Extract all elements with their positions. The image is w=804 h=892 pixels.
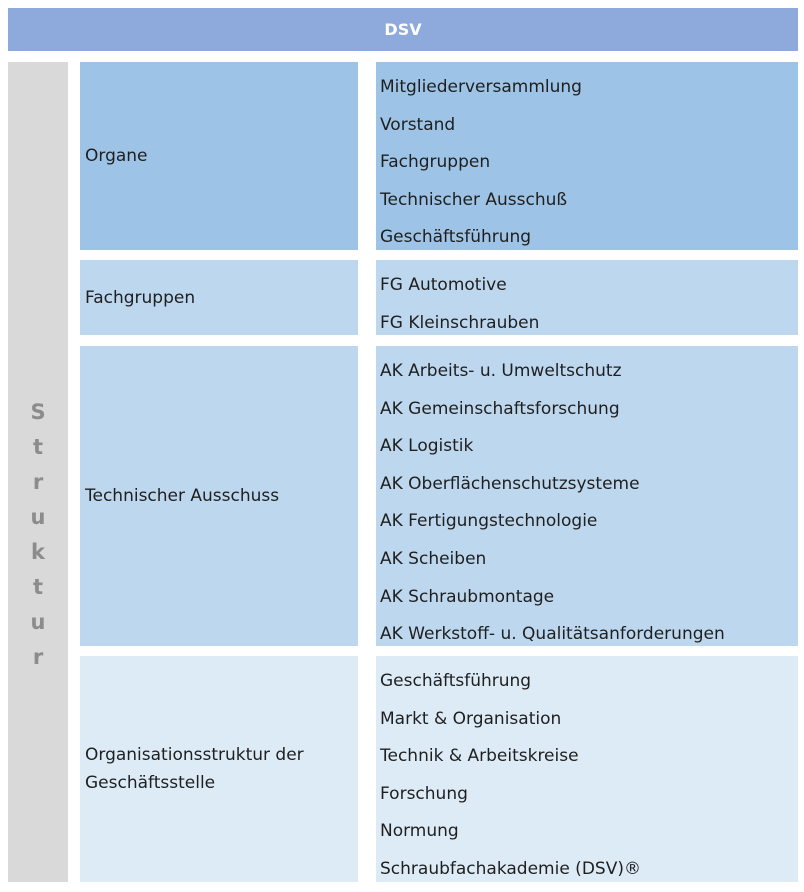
row-label-line: Organisationsstruktur der <box>85 745 304 765</box>
row-list-organisationsstruktur <box>376 656 798 882</box>
row-label-line: Geschäftsstelle <box>85 773 216 793</box>
side-letter: r <box>32 470 44 494</box>
list-item: Fachgruppen <box>380 152 491 173</box>
list-item: Geschäftsführung <box>380 671 532 691</box>
list-item: FG Automotive <box>380 275 507 295</box>
row-label-fachgruppen <box>80 260 358 335</box>
list-item: AK Logistik <box>380 436 474 457</box>
list-item: AK Arbeits- u. Umweltschutz <box>380 361 622 381</box>
row-label-organe <box>80 62 358 250</box>
list-item: FG Kleinschrauben <box>380 312 540 333</box>
list-item: Geschäftsführung <box>380 227 532 248</box>
list-item: AK Oberflächenschutzsysteme <box>380 473 640 494</box>
side-letter: r <box>32 645 44 669</box>
list-item: AK Scheiben <box>380 548 487 569</box>
side-letter: k <box>31 540 45 564</box>
header-title: DSV <box>384 20 422 39</box>
row-label-text: Fachgruppen <box>85 287 196 308</box>
list-item: Normung <box>380 821 459 842</box>
list-item: AK Fertigungstechnologie <box>380 511 598 532</box>
vertical-structure-label <box>8 395 68 675</box>
structure-sidebar <box>8 62 68 882</box>
side-letter: t <box>32 575 44 599</box>
side-letter: t <box>32 435 44 459</box>
list-item: Schraubfachakademie (DSV)® <box>380 858 641 879</box>
row-list-technischer-ausschuss <box>376 346 798 646</box>
row-list-organe <box>376 62 798 250</box>
row-label-text: Organe <box>85 146 148 166</box>
diagram-header <box>8 8 798 51</box>
row-list-fachgruppen <box>376 260 798 335</box>
list-item: AK Gemeinschaftsforschung <box>380 398 620 419</box>
row-label-text <box>85 741 304 797</box>
row-label-organisationsstruktur <box>80 656 358 882</box>
list-item: Forschung <box>380 783 468 804</box>
list-item: AK Schraubmontage <box>380 586 555 607</box>
list-item: AK Werkstoff- u. Qualitätsanforderungen <box>380 624 725 645</box>
side-letter: u <box>30 610 46 634</box>
list-item: Technischer Ausschuß <box>380 189 568 210</box>
row-label-text: Technischer Ausschuss <box>85 486 280 506</box>
list-item: Mitgliederversammlung <box>380 77 582 97</box>
side-letter: u <box>30 505 46 529</box>
list-item: Markt & Organisation <box>380 708 562 729</box>
list-item: Technik & Arbeitskreise <box>380 746 579 767</box>
side-letter: S <box>30 400 46 424</box>
list-item: Vorstand <box>380 114 456 135</box>
row-label-technischer-ausschuss <box>80 346 358 646</box>
